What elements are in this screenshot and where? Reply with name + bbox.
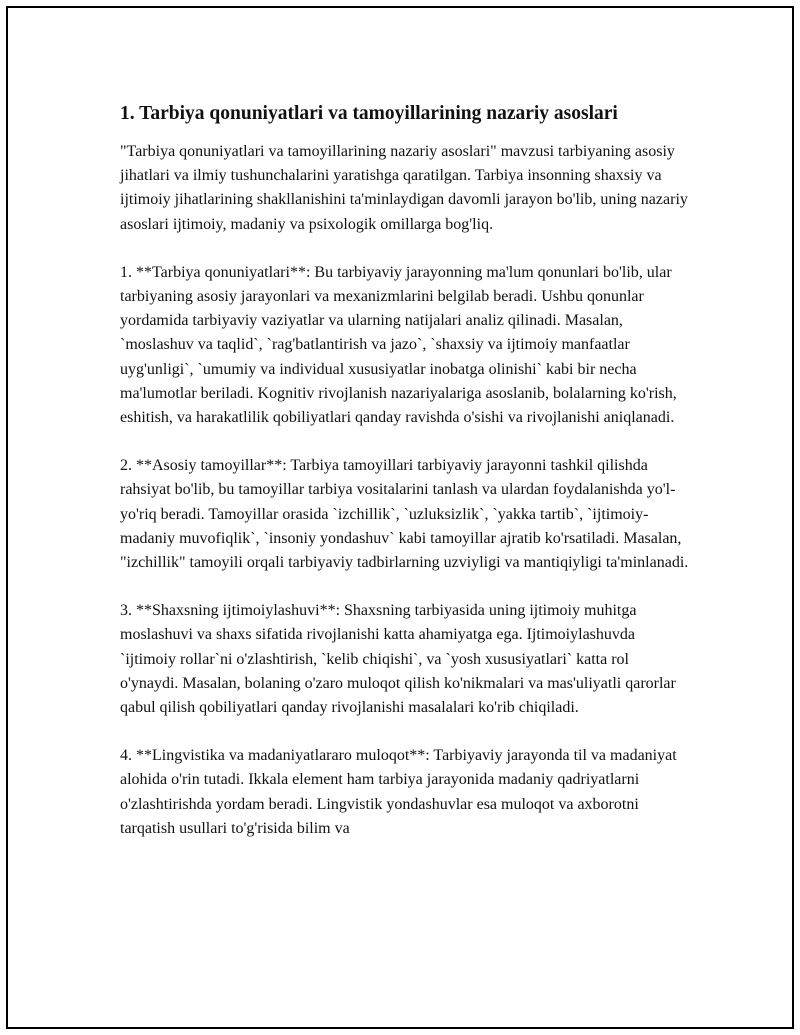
paragraph-lingvistika: 4. **Lingvistika va madaniyatlararo muloqot**: Tarbiyaviy jarayonda til va madaniyat alohida o'rin tutadi. Ikkala element ham tarbiya jarayonida madaniy qadriyatlarni o'zlashtirishda yordam beradi. Lingvistik yondashuvlar esa muloqot va axborotni tarqatish usullari to'g'risida bilim va <box>120 747 677 837</box>
paragraph-tarbiya-qonuniyatlari: 1. **Tarbiya qonuniyatlari**: Bu tarbiyaviy jarayonning ma'lum qonunlari bo'lib, ular tarbiyaning asosiy jarayonlari va mexanizmlarini belgilab beradi. Ushbu qonunlar yordamida tarbiyaviy vaziyatlar va ularning natijalari analiz qilinadi. Masalan, `moslashuv va taqlid`, `rag'batlantirish va jazo`, `shaxsiy va ijtimoiy manfaatlar uyg'unligi`, `umumiy va individual xususiyatlar inobatga olinishi` kabi bir necha ma'lumotlar beriladi. Kognitiv rivojlanish nazariyalariga asoslanib, bolalarning ko'rish, eshitish, va harakatlilik qobiliyatlari qanday ravishda o'sishi va rivojlanishi aniqlanadi. <box>120 263 677 427</box>
page-frame <box>6 6 794 1029</box>
paragraph-intro: "Tarbiya qonuniyatlari va tamoyillarining nazariy asoslari" mavzusi tarbiyaning asosiy jihatlari va ilmiy tushunchalarini yaratishga qaratilgan. Tarbiya insonning shaxsiy va ijtimoiy jihatlarining shakllanishini ta'minlaydigan davomli jarayon bo'lib, uning nazariy asoslari ijtimoiy, madaniy va psixologik omillarga bog'liq. <box>120 143 688 233</box>
paragraph-asosiy-tamoyillar: 2. **Asosiy tamoyillar**: Tarbiya tamoyillari tarbiyaviy jarayonni tashkil qilishda rahsiyat bo'lib, bu tamoyillar tarbiya vositalarini tanlash va ulardan foydalanishda yo'l-yo'riq beradi. Tamoyillar orasida `izchillik`, `uzluksizlik`, `yakka tartib`, `ijtimoiy-madaniy muvofiqlik`, `insoniy yondashuv` kabi tamoyillar ajratib ko'rsatiladi. Masalan, "izchillik" tamoyili orqali tarbiyaviy tadbirlarning uzviyligi va mantiqiyligi ta'minlanadi. <box>120 457 689 572</box>
document-title: 1. Tarbiya qonuniyatlari va tamoyillarining nazariy asoslari <box>120 103 618 124</box>
document-body <box>120 100 690 841</box>
paragraph-shaxsning-ijtimoiylashuvi: 3. **Shaxsning ijtimoiylashuvi**: Shaxsning tarbiyasida uning ijtimoiy muhitga moslashuvi va shaxs sifatida rivojlanishi katta ahamiyatga ega. Ijtimoiylashuvda `ijtimoiy rollar`ni o'zlashtirish, `kelib chiqishi`, va `yosh xususiyatlari` katta rol o'ynaydi. Masalan, bolaning o'zaro muloqot qilish ko'nikmalari va mas'uliyatli qarorlar qabul qilish qobiliyatlari qanday rivojlanishi masalalari ko'rib chiqiladi. <box>120 602 676 717</box>
